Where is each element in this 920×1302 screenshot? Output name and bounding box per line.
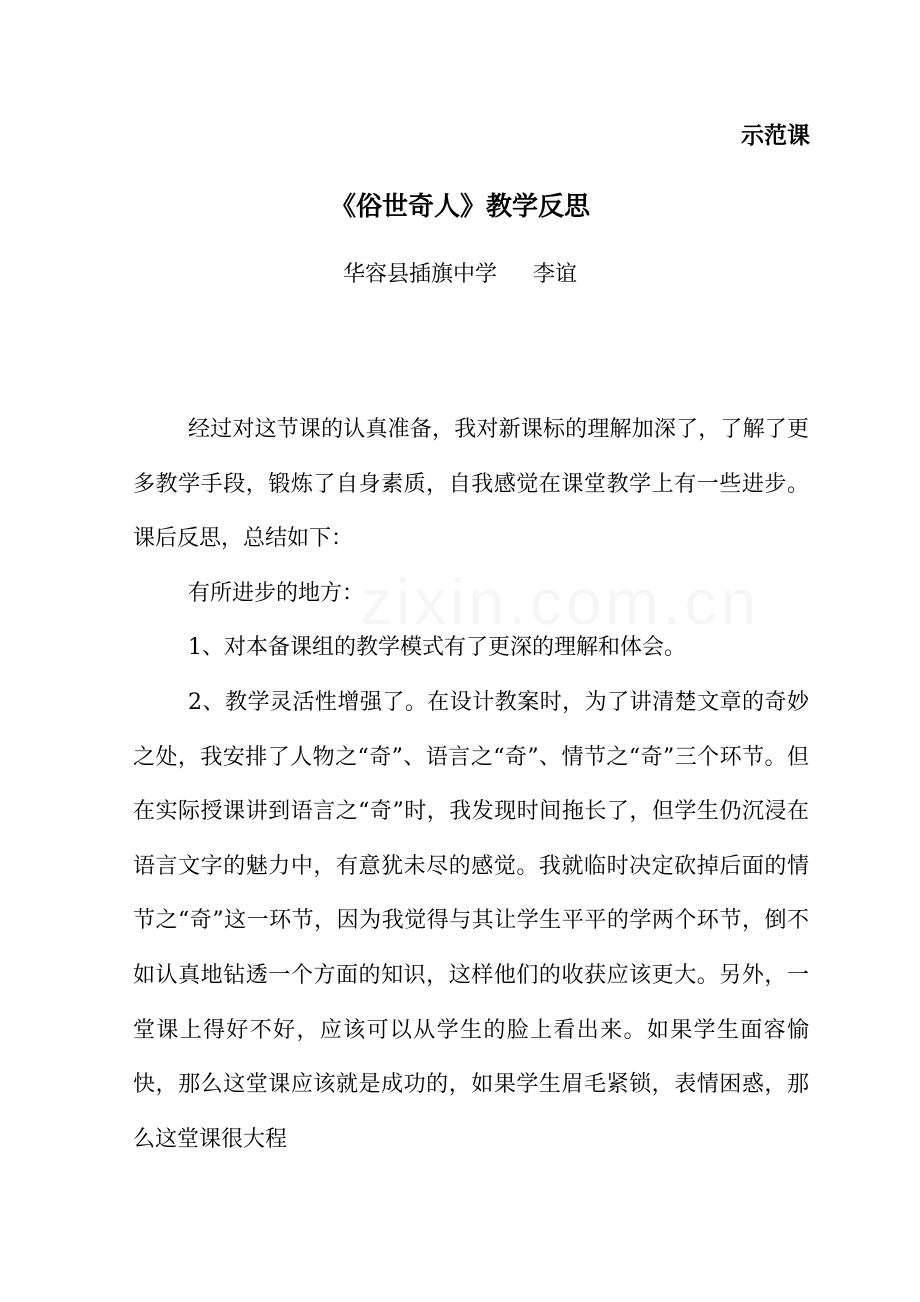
intro-paragraph: 经过对这节课的认真准备，我对新课标的理解加深了，了解了更多教学手段，锻炼了自身素质，自我感觉在课堂教学上有一些进步。课后反思，总结如下： [133,417,809,552]
demo-lesson-badge: 示范课 [741,123,810,149]
body-text [133,403,809,1167]
point-1-paragraph: 1、对本备课组的教学模式有了更深的理解和体会。 [188,635,686,661]
school-name: 华容县插旗中学 [342,262,497,287]
author-name: 李谊 [533,262,578,287]
byline [0,258,920,292]
document-title: 《俗世奇人》教学反思 [329,192,590,222]
progress-heading: 有所进步的地方： [188,580,365,606]
point-2-paragraph: 2、教学灵活性增强了。在设计教案时，为了讲清楚文章的奇妙之处，我安排了人物之“奇”、语言之“奇”、情节之“奇”三个环节。但在实际授课讲到语言之“奇”时，我发现时间拖长了，但学生仍沉浸在语言文字的魅力中，有意犹未尽的感觉。我就临时决定砍掉后面的情节之“奇”这一环节，因为我觉得与其让学生平平的学两个环节，倒不如认真地钻透一个方面的知识，这样他们的收获应该更大。另外，一堂课上得好不好，应该可以从学生的脸上看出来。如果学生面容愉快，那么这堂课应该就是成功的，如果学生眉毛紧锁，表情困惑，那么这堂课很大程 [133,689,809,1152]
